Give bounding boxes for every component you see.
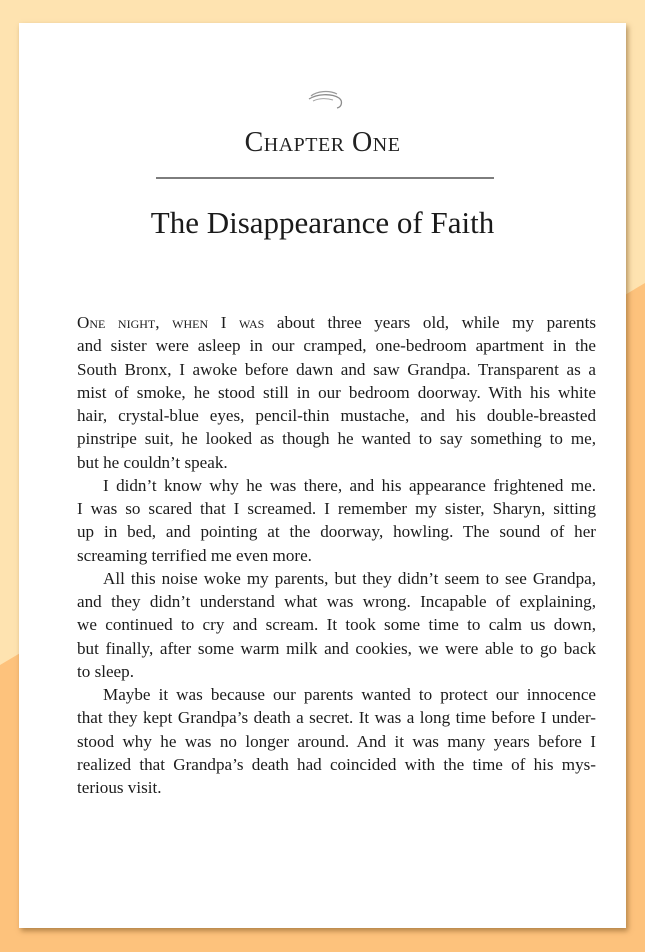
text-line: hair, crystal-blue eyes, pencil-thin mustache, and his double-breasted [77,406,596,425]
text-line: we continued to cry and scream. It took some time to calm us down, [77,615,596,635]
chapter-title: The Disappearance of Faith [150,205,495,240]
text-line: All this noise woke my parents, but they didn’t seem to see Grandpa, [103,568,596,588]
chapter-body [77,311,596,799]
text-line: Maybe it was because our parents wanted to protect our innocence [103,685,596,704]
text-line: but finally, after some warm milk and cookies, we were able to go back [77,638,596,658]
text-line: but he couldn’t speak. [77,452,228,472]
chapter-label: Chapter One [244,127,401,158]
text-line: and sister were asleep in our cramped, one-bedroom apartment in the [77,336,596,356]
text-line: up in bed, and pointing at the doorway, howling. The sound of her [77,522,596,542]
text-line: and they didn’t understand what was wrong. Incapable of explaining, [77,592,596,611]
text-line: South Bronx, I awoke before dawn and saw Grandpa. Transparent as a [77,359,596,379]
text-line: I was so scared that I screamed. I remember my sister, Sharyn, sitting [77,499,596,518]
text-line: that they kept Grandpa’s death a secret. It was a long time before I under- [77,708,596,728]
paragraph-2 [77,474,596,567]
flourish-icon [307,87,347,111]
paragraph-4 [77,683,596,799]
paragraph-1 [77,311,596,474]
text-line: realized that Grandpa’s death had coincided with the time of his mys- [77,754,596,774]
text-line: I didn’t know why he was there, and his appearance frightened me. [103,475,596,495]
chapter-divider [156,177,494,179]
paragraph-3 [77,567,596,683]
text-line: mist of smoke, he stood still in our bedroom doorway. With his white [77,382,596,402]
text-line: screaming terrified me even more. [77,545,312,565]
text-line: terious visit. [77,778,162,797]
book-page [19,23,626,928]
opening-small-caps: One night, when I was [77,313,265,332]
text-line: pinstripe suit, he looked as though he wanted to say something to me, [77,429,596,449]
text-line: One night, when I was about three years old, while my parents [77,313,596,332]
text-line: to sleep. [77,661,134,681]
text-line: stood why he was no longer around. And it was many years before I [77,731,596,751]
